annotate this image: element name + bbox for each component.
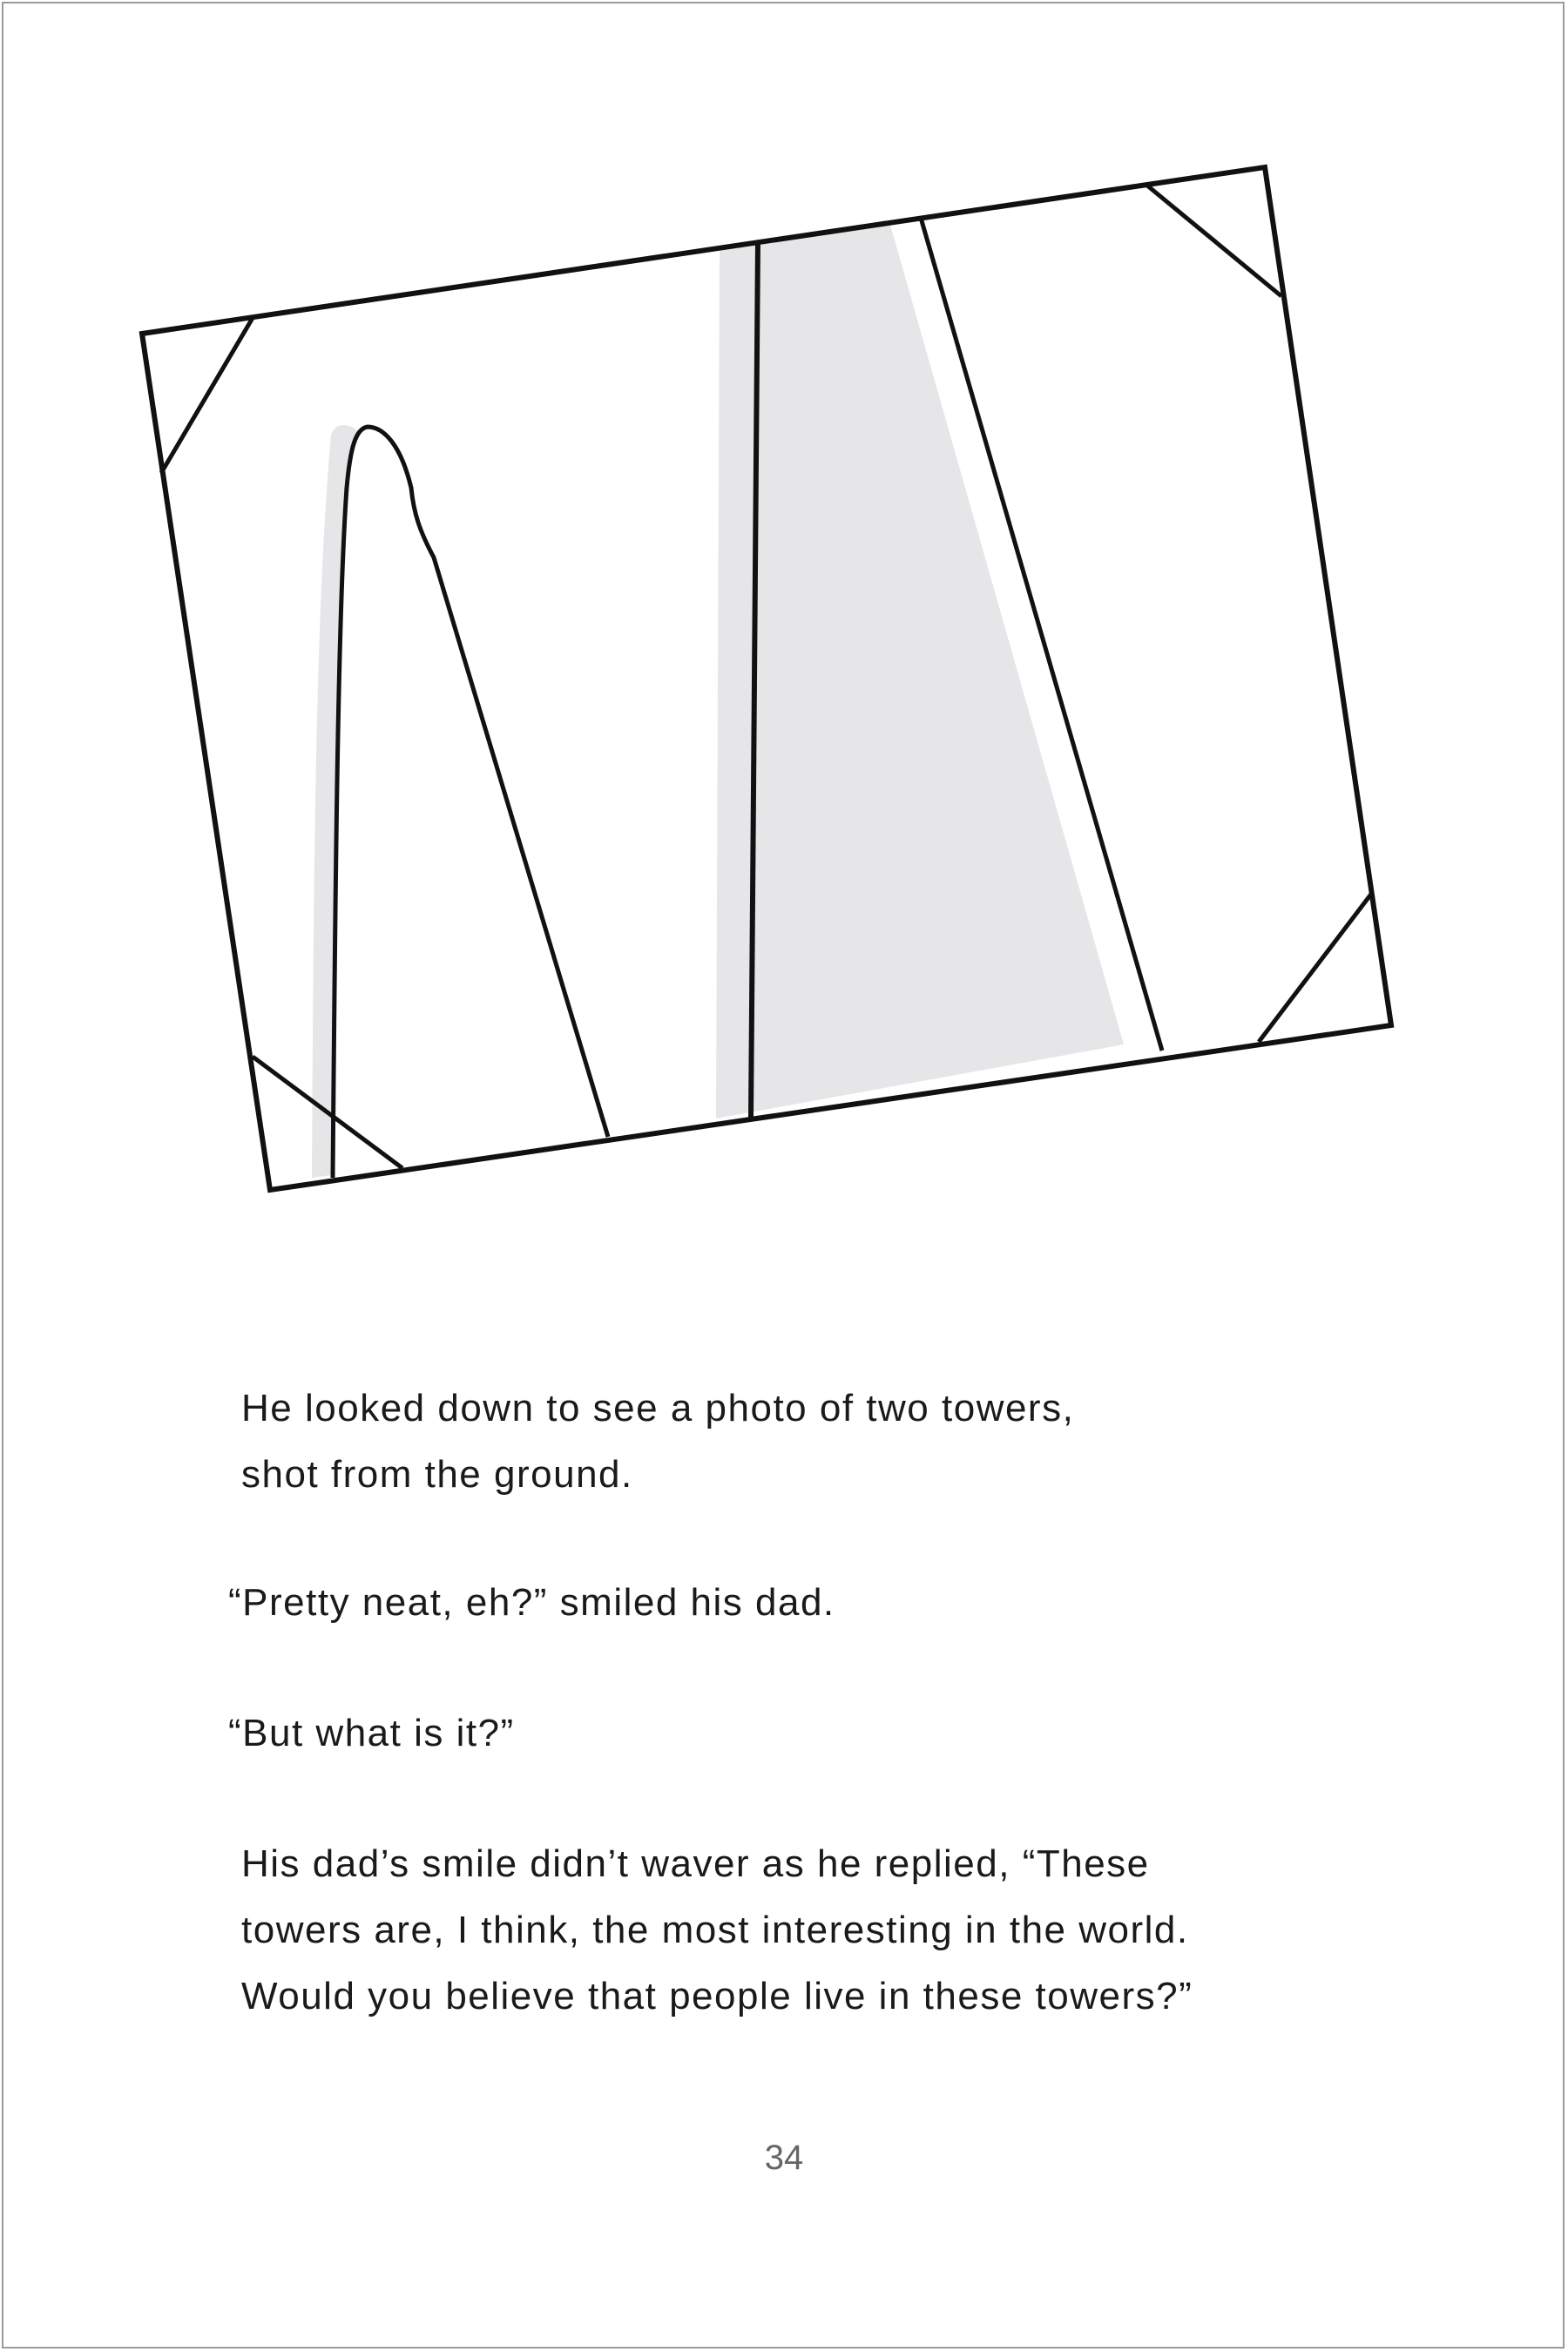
paragraph-4 xyxy=(241,1831,1193,2030)
paragraph-1 xyxy=(241,1375,1074,1508)
paragraph-2 xyxy=(228,1570,835,1636)
text-line: His dad’s smile didn’t waver as he replied, “These xyxy=(241,1842,1150,1885)
text-line: “But what is it?” xyxy=(228,1712,515,1754)
text-line: “Pretty neat, eh?” smiled his dad. xyxy=(228,1581,835,1624)
text-line: Would you believe that people live in these towers?” xyxy=(241,1975,1193,2017)
text-line: shot from the ground. xyxy=(241,1453,633,1496)
text-line: towers are, I think, the most interesting in the world. xyxy=(241,1909,1189,1951)
page-number: 34 xyxy=(764,2139,804,2177)
paragraph-3 xyxy=(228,1700,515,1767)
text-line: He looked down to see a photo of two towers, xyxy=(241,1387,1075,1429)
